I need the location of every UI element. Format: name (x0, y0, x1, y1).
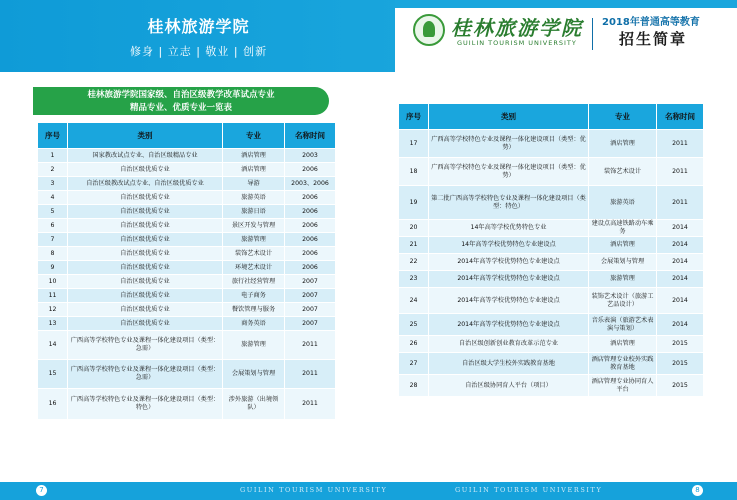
cell-major: 酒店管理专业协同育人平台 (589, 375, 657, 397)
cell-date: 2014 (657, 288, 704, 314)
cell-category: 自治区级优质专业 (68, 205, 223, 219)
cell-no: 18 (399, 158, 429, 186)
cell-major: 旅游英语 (223, 191, 285, 205)
footer-text-right: GUILIN TOURISM UNIVERSITY (455, 486, 603, 494)
cell-major: 会展策划与管理 (223, 360, 285, 389)
table-row (38, 275, 336, 289)
cell-date: 2015 (657, 336, 704, 353)
cell-category: 14年高等学校优势特色专业建设点 (429, 237, 589, 254)
cell-category: 自治区级创新创业教育改革示范专业 (429, 336, 589, 353)
table-row (38, 289, 336, 303)
cell-category: 第二批广西高等学校特色专业及课程一体化建设项目（类型：特色） (429, 186, 589, 220)
table-row (38, 149, 336, 163)
table-row (38, 261, 336, 275)
section-title-line2: 精品专业、优质专业一览表 (129, 103, 232, 113)
cell-date: 2015 (657, 375, 704, 397)
cell-no: 17 (399, 130, 429, 158)
cell-no: 1 (38, 149, 68, 163)
cell-date: 2014 (657, 237, 704, 254)
cell-category: 2014年高等学校优势特色专业建设点 (429, 314, 589, 336)
table-row (399, 220, 704, 237)
cell-major: 酒店管理 (589, 130, 657, 158)
cell-no: 10 (38, 275, 68, 289)
col-header-major: 专业 (589, 104, 657, 130)
cell-date: 2006 (285, 261, 336, 275)
cell-category: 自治区级优质专业 (68, 247, 223, 261)
cell-no: 6 (38, 219, 68, 233)
cell-date: 2006 (285, 191, 336, 205)
cell-no: 20 (399, 220, 429, 237)
table-row (399, 375, 704, 397)
college-logo-icon (413, 14, 445, 46)
cell-date: 2014 (657, 314, 704, 336)
cell-major: 商务英语 (223, 317, 285, 331)
table-row (38, 191, 336, 205)
footer-text-left: GUILIN TOURISM UNIVERSITY (240, 486, 388, 494)
cell-category: 自治区级优质专业 (68, 289, 223, 303)
cell-major: 装饰艺术设计 (223, 247, 285, 261)
cell-date: 2011 (657, 130, 704, 158)
page-number-left: 7 (36, 485, 47, 496)
cell-no: 9 (38, 261, 68, 275)
cell-no: 3 (38, 177, 68, 191)
table-row (38, 219, 336, 233)
cell-no: 13 (38, 317, 68, 331)
cell-date: 2007 (285, 289, 336, 303)
cell-date: 2006 (285, 205, 336, 219)
cell-date: 2015 (657, 353, 704, 375)
col-header-no: 序号 (399, 104, 429, 130)
recruit-title: 招生简章 (619, 30, 688, 48)
header-divider (592, 18, 593, 50)
cell-major: 酒店管理 (223, 163, 285, 177)
cell-major: 酒店管理专业校外实践教育基地 (589, 353, 657, 375)
year-label: 2018年普通高等教育 (602, 17, 700, 28)
cell-no: 15 (38, 360, 68, 389)
logo-calligraphy: 桂林旅游学院 (451, 16, 583, 40)
table-row (38, 233, 336, 247)
table-row (399, 314, 704, 336)
cell-no: 21 (399, 237, 429, 254)
cell-major: 酒店管理 (589, 336, 657, 353)
college-motto: 修身 | 立志 | 敬业 | 创新 (130, 45, 268, 58)
table-row (399, 288, 704, 314)
cell-major: 会展策划与管理 (589, 254, 657, 271)
page-number-right: 8 (692, 485, 703, 496)
top-accent-bar (395, 0, 737, 8)
cell-date: 2011 (285, 389, 336, 420)
cell-date: 2011 (285, 331, 336, 360)
table-row (399, 186, 704, 220)
cell-major: 旅游日语 (223, 205, 285, 219)
cell-major: 餐饮管理与服务 (223, 303, 285, 317)
cell-major: 旅游管理 (223, 331, 285, 360)
cell-major: 涉外旅游（出境领队） (223, 389, 285, 420)
brand-block (395, 0, 737, 72)
cell-category: 自治区级优质专业 (68, 219, 223, 233)
col-header-category: 类别 (68, 123, 223, 149)
cell-date: 2006 (285, 233, 336, 247)
cell-category: 自治区级优质专业 (68, 317, 223, 331)
table-row (399, 130, 704, 158)
cell-category: 自治区级教改试点专业、自治区级优质专业 (68, 177, 223, 191)
col-header-major: 专业 (223, 123, 285, 149)
cell-no: 22 (399, 254, 429, 271)
cell-category: 14年高等学校优势特色专业 (429, 220, 589, 237)
cell-no: 8 (38, 247, 68, 261)
cell-no: 5 (38, 205, 68, 219)
cell-date: 2014 (657, 220, 704, 237)
table-row (399, 158, 704, 186)
majors-table-left (37, 122, 336, 420)
cell-category: 自治区级优质专业 (68, 303, 223, 317)
cell-category: 自治区级协同育人平台（项目） (429, 375, 589, 397)
table-row (399, 271, 704, 288)
cell-major: 旅游管理 (589, 271, 657, 288)
cell-category: 广西高等学校特色专业及课程一体化建设项目（类型：优势） (429, 158, 589, 186)
cell-category: 广西高等学校特色专业及课程一体化建设项目（类型：特色） (68, 389, 223, 420)
cell-date: 2007 (285, 275, 336, 289)
cell-date: 2014 (657, 254, 704, 271)
cell-no: 2 (38, 163, 68, 177)
cell-major: 导游 (223, 177, 285, 191)
cell-major: 酒店管理 (589, 237, 657, 254)
cell-date: 2003、2006 (285, 177, 336, 191)
college-title-block (130, 14, 267, 59)
cell-no: 14 (38, 331, 68, 360)
col-header-date: 名称时间 (657, 104, 704, 130)
page-header (0, 0, 737, 72)
table-row (38, 303, 336, 317)
cell-no: 4 (38, 191, 68, 205)
cell-no: 28 (399, 375, 429, 397)
cell-category: 2014年高等学校优势特色专业建设点 (429, 254, 589, 271)
cell-no: 23 (399, 271, 429, 288)
cell-category: 2014年高等学校优势特色专业建设点 (429, 288, 589, 314)
cell-no: 26 (399, 336, 429, 353)
table-row (399, 353, 704, 375)
cell-category: 广西高等学校特色专业及课程一体化建设项目（类型：优势） (429, 130, 589, 158)
col-header-category: 类别 (429, 104, 589, 130)
cell-category: 2014年高等学校优势特色专业建设点 (429, 271, 589, 288)
table-row (399, 237, 704, 254)
cell-date: 2006 (285, 219, 336, 233)
cell-no: 25 (399, 314, 429, 336)
cell-major: 装饰艺术设计 (589, 158, 657, 186)
section-title-line1: 桂林旅游学院国家级、自治区级教学改革试点专业 (87, 90, 275, 100)
cell-date: 2007 (285, 317, 336, 331)
cell-category: 自治区级优质专业 (68, 275, 223, 289)
cell-date: 2011 (285, 360, 336, 389)
cell-major: 旅行社经营管理 (223, 275, 285, 289)
table-row (38, 389, 336, 420)
cell-category: 自治区级优质专业 (68, 233, 223, 247)
col-header-no: 序号 (38, 123, 68, 149)
cell-major: 旅游英语 (589, 186, 657, 220)
cell-category: 广西高等学校特色专业及课程一体化建设项目（类型：急需） (68, 331, 223, 360)
cell-date: 2006 (285, 247, 336, 261)
cell-category: 自治区级大学生校外实践教育基地 (429, 353, 589, 375)
cell-date: 2006 (285, 163, 336, 177)
table-row (38, 331, 336, 360)
page-footer (0, 482, 737, 500)
table-row (38, 177, 336, 191)
cell-no: 16 (38, 389, 68, 420)
table-row (38, 205, 336, 219)
table-row (38, 163, 336, 177)
section-title (33, 87, 329, 115)
cell-major: 酒店管理 (223, 149, 285, 163)
table-row (38, 247, 336, 261)
cell-date: 2011 (657, 186, 704, 220)
table-row (38, 317, 336, 331)
col-header-date: 名称时间 (285, 123, 336, 149)
cell-no: 7 (38, 233, 68, 247)
majors-table-right (398, 103, 704, 397)
cell-category: 自治区级优质专业 (68, 261, 223, 275)
cell-date: 2003 (285, 149, 336, 163)
cell-no: 12 (38, 303, 68, 317)
table-row (38, 360, 336, 389)
table-row (399, 336, 704, 353)
cell-major: 景区开发与管理 (223, 219, 285, 233)
cell-major: 环境艺术设计 (223, 261, 285, 275)
cell-category: 广西高等学校特色专业及课程一体化建设项目（类型：急需） (68, 360, 223, 389)
cell-no: 24 (399, 288, 429, 314)
cell-major: 装饰艺术设计（旅游工艺品设计） (589, 288, 657, 314)
cell-category: 自治区级优质专业 (68, 191, 223, 205)
cell-no: 11 (38, 289, 68, 303)
cell-category: 自治区级优质专业 (68, 163, 223, 177)
cell-major: 旅游管理 (223, 233, 285, 247)
cell-major: 电子商务 (223, 289, 285, 303)
cell-date: 2014 (657, 271, 704, 288)
logo-english-name: GUILIN TOURISM UNIVERSITY (457, 39, 577, 47)
cell-major: 建设点高速铁路动车乘务 (589, 220, 657, 237)
college-name: 桂林旅游学院 (147, 17, 250, 36)
table-row (399, 254, 704, 271)
cell-category: 国家教改试点专业、自治区级精品专业 (68, 149, 223, 163)
cell-date: 2007 (285, 303, 336, 317)
cell-no: 27 (399, 353, 429, 375)
cell-major: 音乐表演（旅游艺术表演与策划） (589, 314, 657, 336)
cell-no: 19 (399, 186, 429, 220)
cell-date: 2011 (657, 158, 704, 186)
